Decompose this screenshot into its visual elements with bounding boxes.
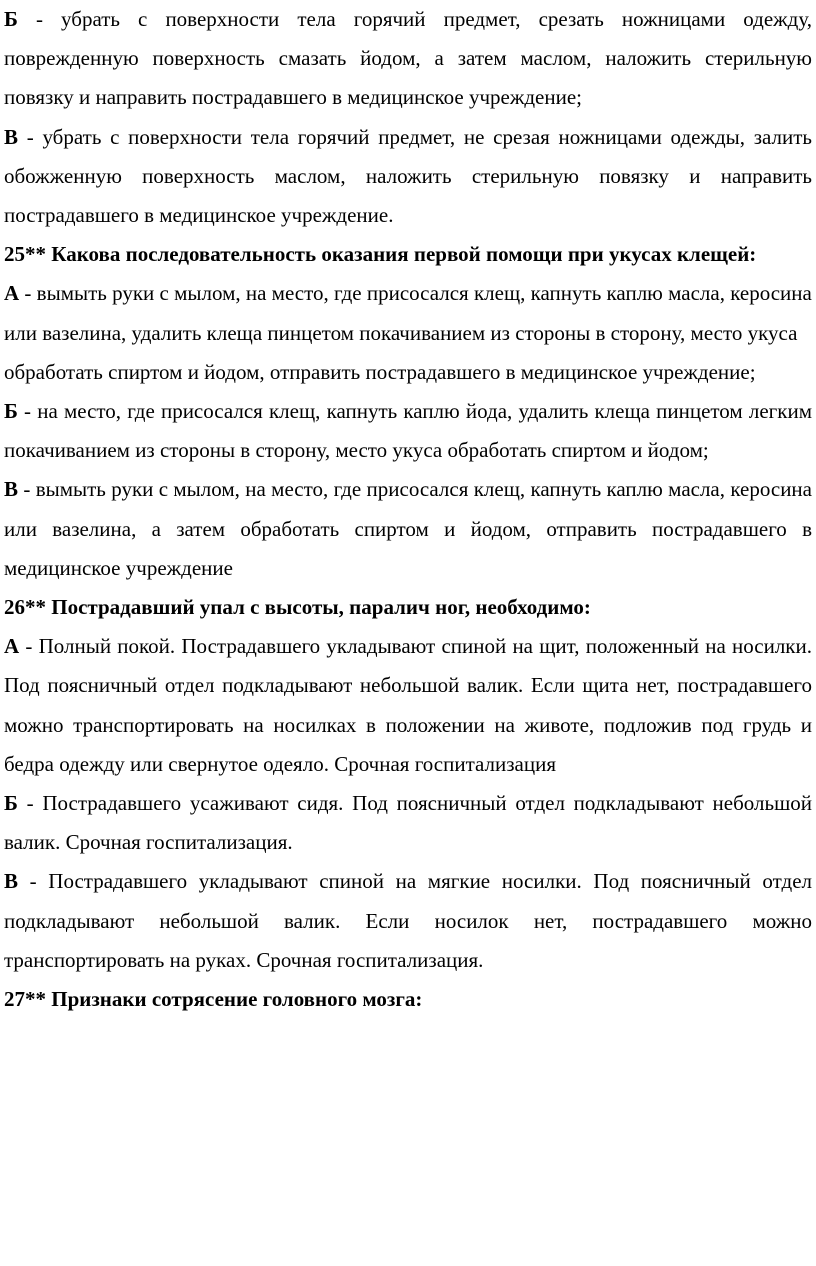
option-separator: -	[19, 281, 37, 306]
document-page	[4, 0, 812, 1019]
option-text: вымыть руки с мылом, на место, где присосался клещ, капнуть каплю масла, керосина или вазелина, а затем обработать спиртом и йодом, отправить пострадавшего в медицинское учреждение	[4, 477, 812, 580]
answer-option	[4, 274, 812, 392]
option-letter: А	[4, 634, 20, 659]
answer-option	[4, 784, 812, 862]
option-text: убрать с поверхности тела горячий предмет, не срезая ножницами одежды, залить обожженную поверхность маслом, наложить стерильную повязку и направить пострадавшего в медицинское учреждение.	[4, 124, 812, 228]
option-text: Полный покой. Пострадавшего укладывают спиной на щит, положенный на носилки. Под поясничный отдел подкладывают небольшой валик. Если щита нет, пострадавшего можно транспортировать на носилках в положении на животе, подложив под грудь и бедра одежду или свернутое одеяло. Срочная госпитализация	[4, 634, 812, 776]
answer-option	[4, 0, 812, 118]
option-letter: Б	[4, 399, 18, 424]
option-text: на место, где присосался клещ, капнуть каплю йода, удалить клеща пинцетом легким покачиванием из стороны в сторону, место укуса обработать спиртом и йодом;	[4, 399, 812, 463]
option-text: Пострадавшего укладывают спиной на мягкие носилки. Под поясничный отдел подкладывают небольшой валик. Если носилок нет, пострадавшего можно транспортировать на руках. Срочная госпитализация.	[4, 869, 812, 972]
option-letter: Б	[4, 7, 18, 31]
option-letter: В	[4, 869, 19, 894]
option-text: убрать с поверхности тела горячий предмет, срезать ножницами одежду, поврежденную поверхность смазать йодом, а затем маслом, наложить стерильную повязку и направить пострадавшего в медицинское учреждение;	[4, 7, 812, 110]
option-letter: А	[4, 281, 20, 306]
option-separator: -	[17, 399, 38, 424]
option-separator: -	[17, 791, 43, 816]
answer-option	[4, 392, 812, 470]
answer-option	[4, 118, 812, 236]
option-letter: В	[4, 124, 19, 149]
option-separator: -	[18, 869, 49, 894]
question-heading: 27** Признаки сотрясение головного мозга:	[4, 987, 423, 1012]
option-separator: -	[17, 7, 62, 31]
option-letter: Б	[4, 791, 18, 816]
answer-option	[4, 470, 812, 588]
question-heading: 25** Какова последовательность оказания первой помощи при укусах клещей:	[4, 242, 757, 267]
option-separator: -	[18, 124, 43, 149]
option-text: вымыть руки с мылом, на место, где присосался клещ, капнуть каплю масла, керосина или вазелина, удалить клеща пинцетом покачиванием из стороны в сторону, место укуса обработать спиртом и йодом, отправить пострадавшего в медицинское учреждение;	[4, 281, 812, 384]
question-heading: 26** Пострадавший упал с высоты, паралич ног, необходимо:	[4, 595, 591, 620]
option-text: Пострадавшего усаживают сидя. Под поясничный отдел подкладывают небольшой валик. Срочная госпитализация.	[4, 791, 812, 855]
option-separator: -	[19, 634, 39, 659]
option-separator: -	[18, 477, 36, 502]
answer-option	[4, 862, 812, 980]
answer-option	[4, 627, 812, 784]
option-letter: В	[4, 477, 19, 502]
